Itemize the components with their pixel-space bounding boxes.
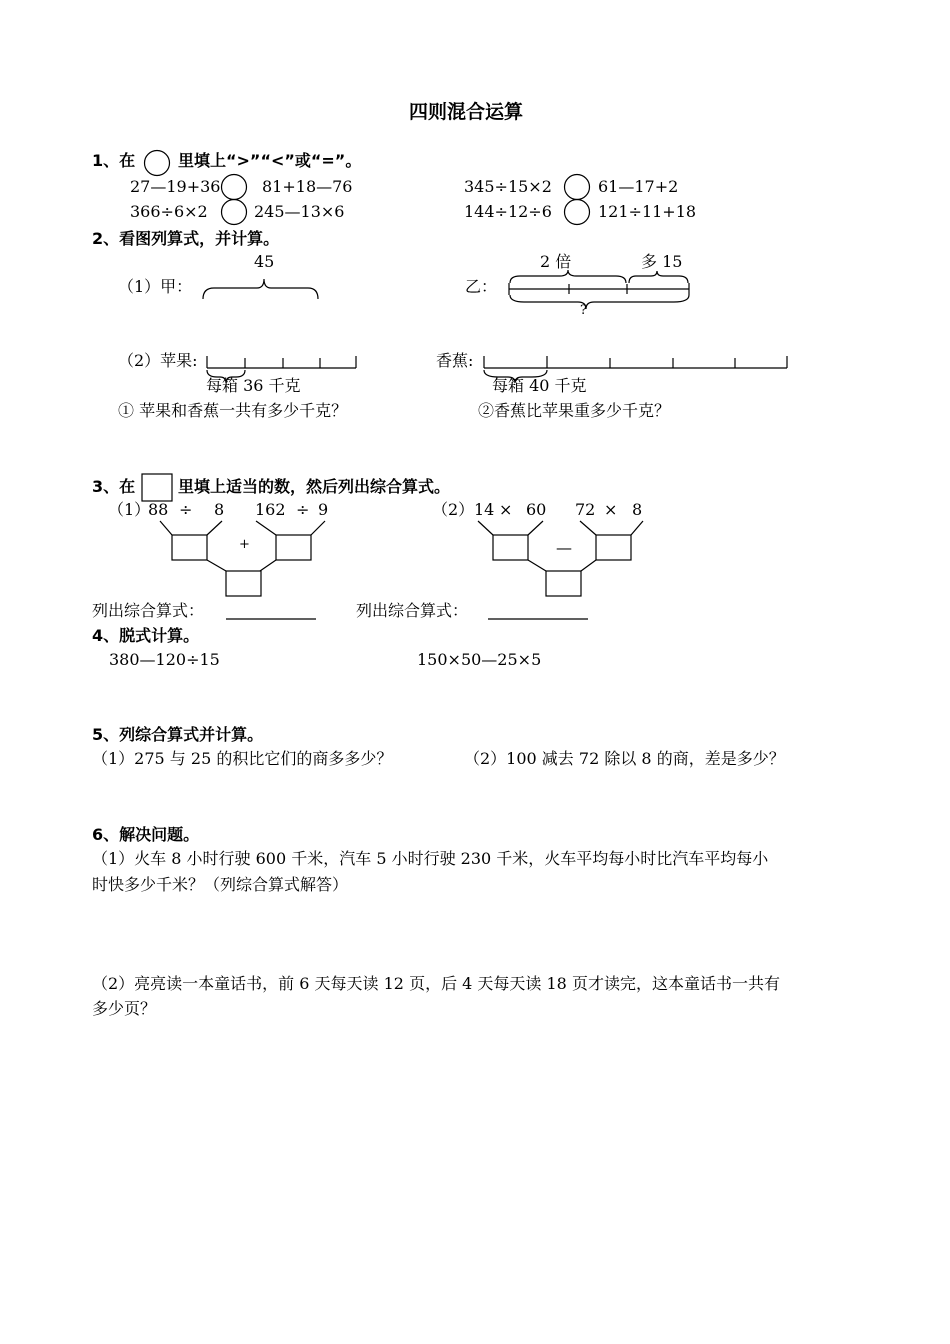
q3-part2-box-left [493,535,528,560]
q3-part1-label: （1） [108,500,151,519]
q2-heading: 2、看图列算式，并计算。 [92,229,280,248]
q4-expression-1: 380—120÷15 [109,650,220,669]
q6-question-1-line-1: （1）火车 8 小时行驶 600 千米，汽车 5 小时行驶 230 千米，火车平均每小时比汽车平均每小 [92,849,769,868]
q3-part2-num-d: 8 [632,500,643,519]
q3-part2-box-right [596,535,631,560]
q3-part1-op-2: ÷ [296,500,310,519]
q3-part1-middle-op: + [239,537,250,552]
q1-item-4-right: 121÷11+18 [598,202,697,221]
q1-item-1-right: 81+18—76 [262,177,353,196]
q2-apple-label: （2）苹果: [118,351,198,370]
q5-question-1: （1）275 与 25 的积比它们的商多多少？ [92,749,393,768]
q3-part1-box-right [276,535,311,560]
q3-part2-num-a: 14 [474,500,495,519]
q2-banana-box-weight: 每箱 40 千克 [492,376,587,395]
q3-part2-box-bottom [546,571,581,596]
q5-heading: 5、列综合算式并计算。 [92,725,264,744]
q6-heading: 6、解决问题。 [92,825,200,844]
q1-answer-circle-1 [222,175,247,200]
q1-heading-start: 1、在 [92,151,136,170]
q1-item-3-left: 366÷6×2 [130,202,208,221]
q2-yi-times-label: 2 倍 [540,252,572,271]
q1-heading-end: 里填上“>”“<”或“=”。 [178,151,362,170]
q3-part1-num-a: 88 [148,500,169,519]
q6-question-2-line-1: （2）亮亮读一本童话书，前 6 天每天读 12 页，后 4 天每天读 18 页才读完，这本童话书一共有 [92,974,780,993]
q2-question-2: ②香蕉比苹果重多少千克？ [478,401,671,420]
q1-answer-circle-4 [565,200,590,225]
q3-part2-op-1: × [499,500,513,519]
q3-part2-tree [478,521,643,596]
q3-part1-tree [160,521,325,596]
q1-heading-circle-blank [145,151,170,176]
q4-expression-2: 150×50—25×5 [417,650,542,669]
q3-part2-op-2: × [604,500,618,519]
q1-item-2-left: 345÷15×2 [464,177,552,196]
jia-brace [203,279,318,299]
q3-part1-formula-label: 列出综合算式： [92,601,205,620]
q3-heading-start: 3、在 [92,477,136,496]
q2-yi-question: ? [580,303,587,318]
q2-jia-value: 45 [254,252,275,271]
q3-part1-num-b: 8 [214,500,225,519]
yi-segment-diagram [509,270,689,309]
q3-part2-middle-op: — [556,538,572,557]
q1-item-4-left: 144÷12÷6 [464,202,552,221]
q6-question-2-line-2: 多少页？ [92,999,157,1018]
page-title: 四则混合运算 [409,101,524,123]
q3-part1-num-c: 162 [255,500,286,519]
q3-part2-formula-label: 列出综合算式： [356,601,469,620]
q2-yi-more-label: 多 15 [641,252,683,271]
q1-item-3-right: 245—13×6 [254,202,345,221]
q3-part1-num-d: 9 [318,500,329,519]
q3-part1-op-1: ÷ [179,500,193,519]
q2-jia-label: （1）甲： [118,277,193,296]
q1-answer-circle-3 [222,200,247,225]
q2-banana-label: 香蕉: [436,351,474,370]
q3-heading-end: 里填上适当的数，然后列出综合算式。 [178,477,451,496]
q1-item-2-right: 61—17+2 [598,177,679,196]
q3-part1-box-bottom [226,571,261,596]
q2-yi-label: 乙： [465,277,498,296]
q3-heading-square-blank [142,474,172,501]
q1-item-1-left: 27—19+36 [130,177,221,196]
q3-part2-num-c: 72 [575,500,596,519]
q1-answer-circle-2 [565,175,590,200]
q2-question-1: ① 苹果和香蕉一共有多少千克？ [118,401,348,420]
q6-question-1-line-2: 时快多少千米？（列综合算式解答） [92,875,349,894]
q3-part2-num-b: 60 [526,500,547,519]
q2-apple-box-weight: 每箱 36 千克 [206,376,301,395]
q5-question-2: （2）100 减去 72 除以 8 的商，差是多少？ [464,749,785,768]
q3-part1-box-left [172,535,207,560]
q4-heading: 4、脱式计算。 [92,626,200,645]
q3-part2-label: （2） [432,500,475,519]
